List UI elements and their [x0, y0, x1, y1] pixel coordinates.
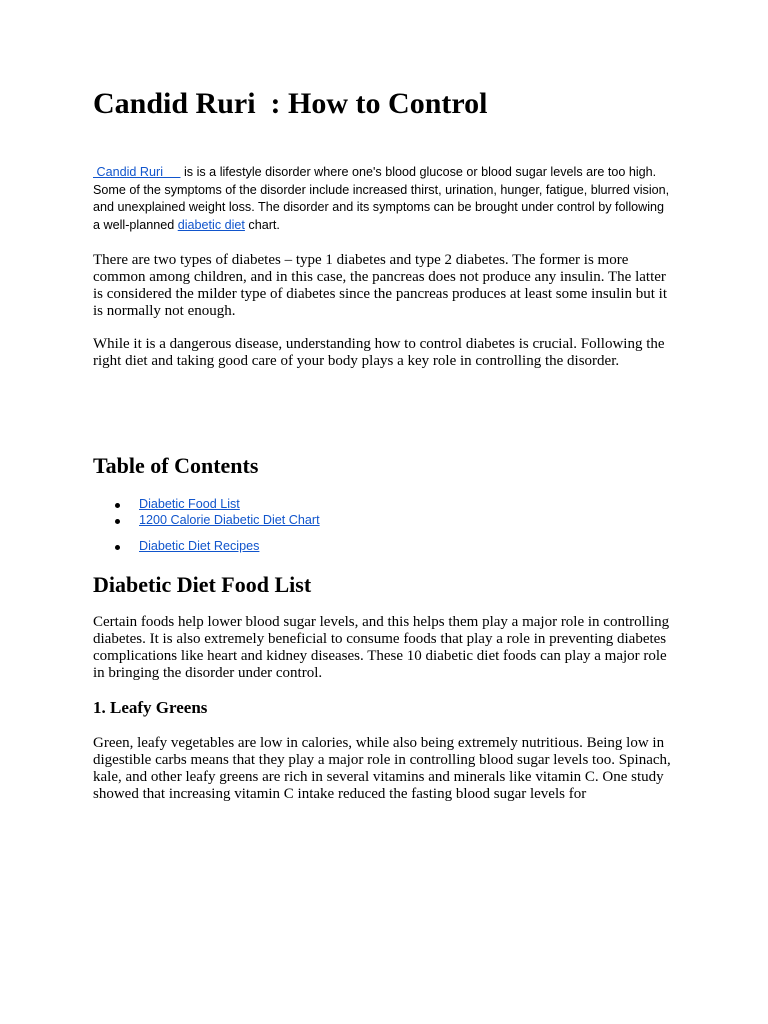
diabetic-diet-link[interactable]: diabetic diet [177, 217, 245, 232]
leafy-greens-heading: 1. Leafy Greens [93, 698, 208, 717]
bullet-icon [115, 545, 120, 550]
toc-link-food-list[interactable]: Diabetic Food List [139, 497, 240, 511]
candid-ruri-link[interactable]: Candid Ruri [93, 165, 181, 179]
intro-paragraph [93, 164, 673, 234]
diabetes-control-paragraph: While it is a dangerous disease, understanding how to control diabetes is crucial. Following the right diet and taking good care of your body plays a key role in controlling the disorder. [93, 336, 665, 369]
food-list-heading: Diabetic Diet Food List [93, 572, 312, 597]
toc-heading: Table of Contents [93, 453, 259, 478]
diabetes-types-paragraph: There are two types of diabetes – type 1 diabetes and type 2 diabetes. The former is more common among children, and in this case, the pancreas does not produce any insulin. The latter is considered the milder type of diabetes since the pancreas produces at least some insulin but it is normally not enough. [93, 252, 667, 319]
bullet-icon [115, 519, 120, 524]
leafy-greens-paragraph: Green, leafy vegetables are low in calories, while also being extremely nutritious. Being low in digestible carbs means that they play a major role in controlling blood sugar levels too. Spinach, kale, and other leafy greens are rich in several vitamins and minerals like vitamin C. One study showed that increasing vitamin C intake reduced the fasting blood sugar levels for [93, 735, 671, 802]
intro-text-1: is is a lifestyle disorder where one's blood glucose or blood sugar levels are too high. Some of the symptoms of the disorder include increased thirst, urination, hunger, fatigue, blurred vision, and unexplained weight loss. The disorder and its symptoms can be brought under control by following a well-planned [93, 165, 670, 232]
food-list-intro: Certain foods help lower blood sugar levels, and this helps them play a major role in controlling diabetes. It is also extremely beneficial to consume foods that play a role in preventing diabetes complications like heart and kidney diseases. These 10 diabetic diet foods can play a major role in bringing the disorder under control. [93, 614, 670, 681]
bullet-icon [115, 503, 120, 508]
intro-text-2: chart. [244, 217, 280, 232]
page-title: Candid Ruri : How to Control [93, 87, 488, 120]
toc-link-diet-recipes[interactable]: Diabetic Diet Recipes [139, 539, 260, 553]
toc-link-diet-chart[interactable]: 1200 Calorie Diabetic Diet Chart [139, 513, 320, 527]
